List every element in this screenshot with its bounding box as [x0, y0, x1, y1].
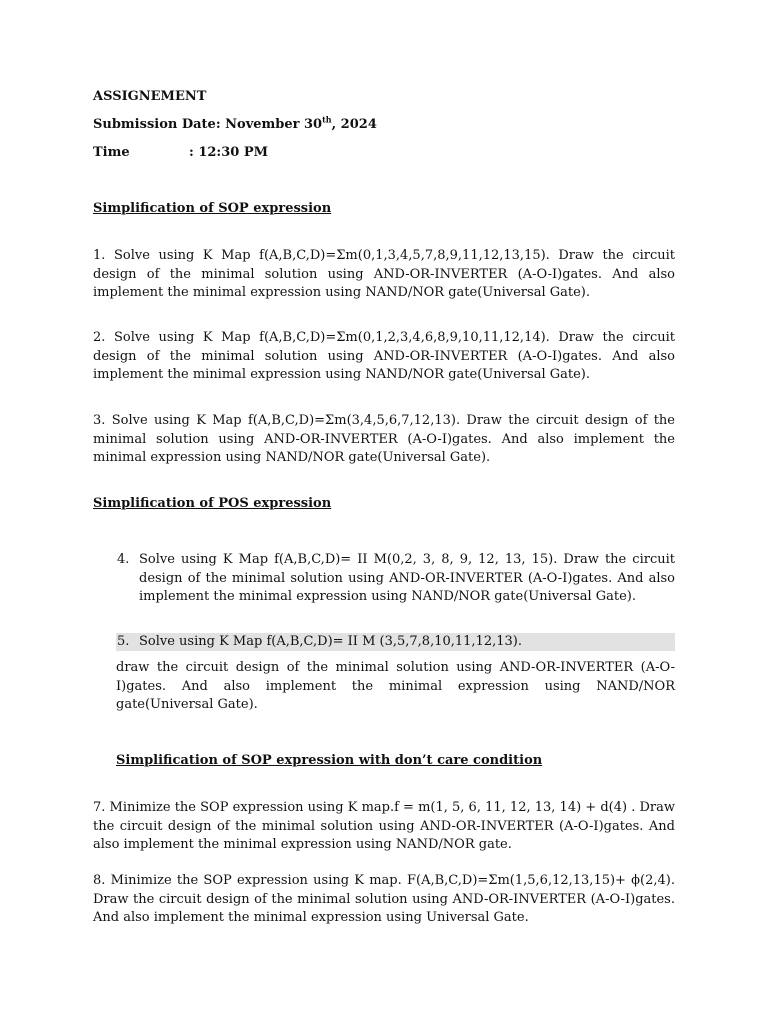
submission-date — [93, 116, 377, 134]
submission-year: , 2024 — [331, 117, 377, 132]
question-8: 8. Minimize the SOP expression using K map. F(A,B,C,D)=Σm(1,5,6,12,13,15)+ ϕ(2,4). Draw the circuit design of the minimal solution using AND-OR-INVERTER (A-O-I)gates. And also implement the minimal expression using Universal Gate. — [93, 873, 675, 925]
submission-date-label: Submission Date: November 30 — [93, 117, 323, 132]
question-3: 3. Solve using K Map f(A,B,C,D)=Σm(3,4,5,6,7,12,13). Draw the circuit design of the minimal solution using AND-OR-INVERTER (A-O-I)gates. And also implement the minimal expression using NAND/NOR gate(Universal Gate). — [93, 413, 675, 465]
pos-heading: Simplification of POS expression — [93, 496, 332, 511]
question-2: 2. Solve using K Map f(A,B,C,D)=Σm(0,1,2,3,4,6,8,9,10,11,12,14). Draw the circuit design of the minimal solution using AND-OR-INVERTER (A-O-I)gates. And also implement the minimal expression using NAND/NOR gate(Universal Gate). — [93, 330, 675, 382]
document-page — [93, 0, 675, 1024]
question-4: Solve using K Map f(A,B,C,D)= II M(0,2, 3, 8, 9, 12, 13, 15). Draw the circuit design of the minimal solution using AND-OR-INVERTER (A-O-I)gates. And also implement the minimal expression using NAND/NOR gate(Universal Gate). — [139, 552, 675, 604]
question-4-number: 4. — [117, 552, 130, 567]
assignment-title: ASSIGNEMENT — [93, 89, 207, 104]
dont-care-heading: Simplification of SOP expression with don’t care condition — [116, 753, 543, 768]
question-5-number: 5. — [117, 634, 130, 649]
time-value: : 12:30 PM — [189, 145, 268, 160]
sop-heading: Simplification of SOP expression — [93, 201, 332, 216]
question-1: 1. Solve using K Map f(A,B,C,D)=Σm(0,1,3,4,5,7,8,9,11,12,13,15). Draw the circuit design of the minimal solution using AND-OR-INVERTER (A-O-I)gates. And also implement the minimal expression using NAND/NOR gate(Universal Gate). — [93, 248, 675, 300]
question-5-continuation: draw the circuit design of the minimal solution using AND-OR-INVERTER (A-O-I)gates. And also implement the minimal expression using NAND/NOR gate(Universal Gate). — [116, 660, 675, 712]
submission-date-suffix: th — [322, 114, 332, 125]
question-7: 7. Minimize the SOP expression using K map.f = m(1, 5, 6, 11, 12, 13, 14) + d(4) . Draw the circuit design of the minimal solution using AND-OR-INVERTER (A-O-I)gates. And also implement the minimal expression using NAND/NOR gate. — [93, 800, 675, 852]
question-5: Solve using K Map f(A,B,C,D)= II M (3,5,7,8,10,11,12,13). — [139, 634, 522, 649]
time-label: Time — [93, 145, 130, 160]
